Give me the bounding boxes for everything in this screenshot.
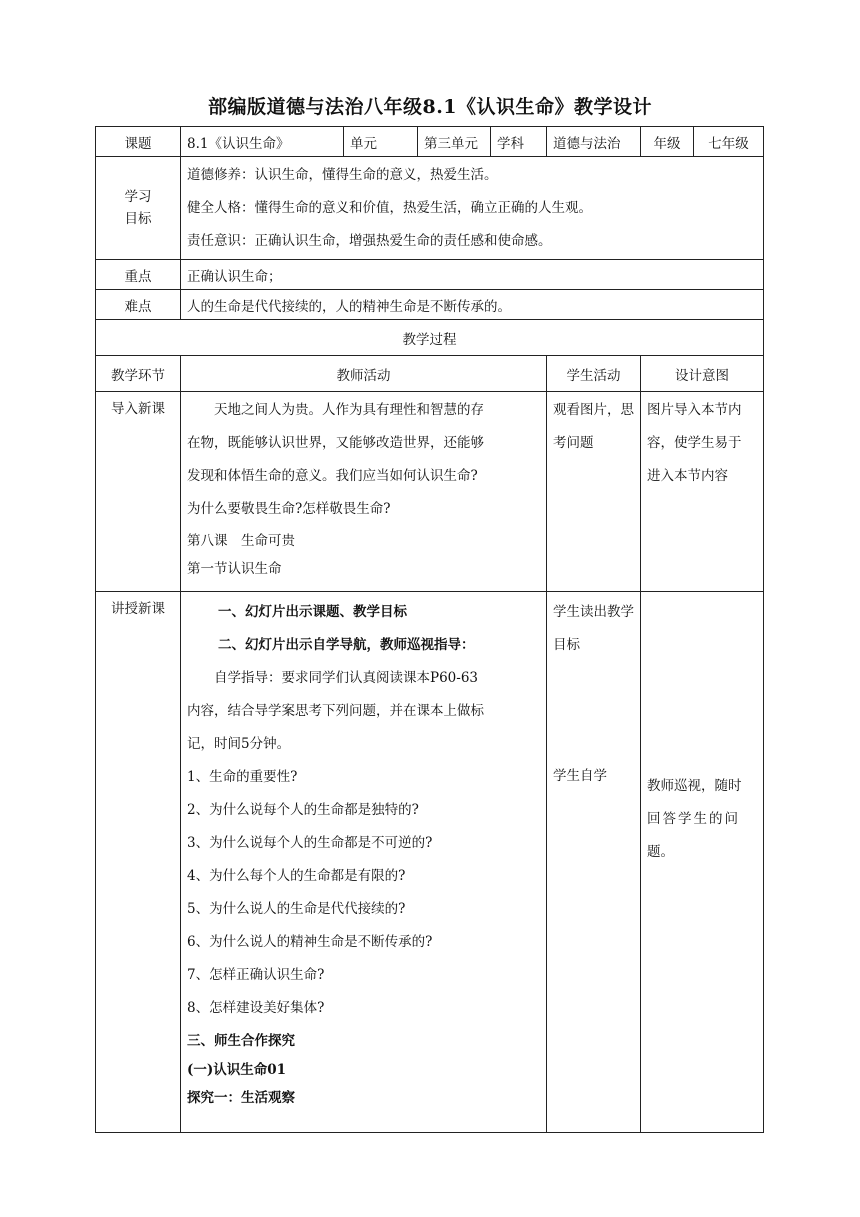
difficulty-value: 人的生命是代代接续的，人的精神生命是不断传承的。 [181, 290, 764, 320]
goal-item: 责任意识：正确认识生命，增强热爱生命的责任感和使命感。 [187, 232, 552, 249]
goal-item: 道德修养：认识生命，懂得生命的意义，热爱生活。 [187, 166, 498, 183]
question-item: 5、为什么说人的生命是代代接续的? [187, 901, 406, 917]
goals-content [181, 157, 764, 260]
guide-line: 自学指导：要求同学们认真阅读课本P60-63 [214, 670, 479, 686]
lecture-intent-line: 回答学生的问 [647, 811, 740, 827]
intro-intent [641, 392, 764, 592]
unit-label: 单元 [344, 127, 418, 157]
lecture-step-1: 一、幻灯片出示课题、教学目标 [218, 604, 407, 620]
intro-text-line: 为什么要敬畏生命?怎样敬畏生命? [187, 501, 391, 517]
key-point-label: 重点 [96, 260, 181, 290]
difficulty-row [96, 290, 764, 320]
process-title: 教学过程 [96, 320, 764, 356]
intro-intent-line: 进入本节内容 [647, 468, 728, 484]
grade-label: 年级 [641, 127, 694, 157]
grade-value: 七年级 [694, 127, 764, 157]
intro-intent-line: 图片导入本节内 [647, 402, 742, 418]
intro-stage [96, 392, 181, 592]
goals-row [96, 157, 764, 260]
lesson-title-line: 第八课 生命可贵 [187, 533, 295, 549]
question-item: 1、生命的重要性? [187, 769, 298, 785]
question-item: 6、为什么说人的精神生命是不断传承的? [187, 934, 433, 950]
col-stage: 教学环节 [96, 356, 181, 392]
section-heading: 三、师生合作探究 [187, 1033, 295, 1049]
key-point-row [96, 260, 764, 290]
question-item: 3、为什么说每个人的生命都是不可逆的? [187, 835, 433, 851]
header-row [96, 127, 764, 157]
lecture-intent [641, 592, 764, 1133]
lecture-student-line: 目标 [553, 637, 580, 653]
lecture-student-self-study: 学生自学 [553, 768, 607, 784]
goals-label-line2: 目标 [124, 211, 152, 227]
intro-row [96, 392, 764, 592]
goals-label [96, 157, 181, 260]
lecture-intent-line: 教师巡视，随时 [647, 778, 742, 794]
intro-student-line: 考问题 [553, 435, 594, 451]
explore-heading: 探究一：生活观察 [187, 1090, 295, 1106]
guide-line: 内容，结合导学案思考下列问题，并在课本上做标 [187, 703, 484, 719]
col-student: 学生活动 [547, 356, 641, 392]
difficulty-label: 难点 [96, 290, 181, 320]
intro-stage-label: 导入新课 [111, 401, 165, 417]
intro-student [547, 392, 641, 592]
guide-line: 记，时间5分钟。 [187, 736, 291, 752]
unit-value: 第三单元 [418, 127, 491, 157]
intro-teacher [181, 392, 547, 592]
intro-text-line: 在物，既能够认识世界，又能够改造世界，还能够 [187, 435, 484, 451]
subject-value: 道德与法治 [547, 127, 641, 157]
process-title-row [96, 320, 764, 356]
lecture-step-2: 二、幻灯片出示自学导航，教师巡视指导： [218, 637, 475, 653]
question-item: 2、为什么说每个人的生命都是独特的? [187, 802, 419, 818]
course-label: 课题 [96, 127, 181, 157]
lecture-row [96, 592, 764, 1133]
goals-label-line1: 学习 [124, 189, 152, 205]
question-item: 8、怎样建设美好集体? [187, 1000, 325, 1016]
col-teacher: 教师活动 [181, 356, 547, 392]
course-value: 8.1《认识生命》 [181, 127, 344, 157]
intro-student-line: 观看图片，思 [553, 402, 634, 418]
intro-intent-line: 容，使学生易于 [647, 435, 742, 451]
goal-item: 健全人格：懂得生命的意义和价值，热爱生活，确立正确的人生观。 [187, 199, 592, 216]
lecture-intent-line: 题。 [647, 844, 674, 860]
lecture-student-line: 学生读出教学 [553, 604, 634, 620]
col-intent: 设计意图 [641, 356, 764, 392]
intro-text-line: 天地之间人为贵。人作为具有理性和智慧的存 [214, 402, 484, 418]
subsection-heading: (一)认识生命01 [187, 1062, 287, 1078]
section-title-line: 第一节认识生命 [187, 561, 282, 577]
lecture-teacher [181, 592, 547, 1133]
key-point-value: 正确认识生命； [181, 260, 764, 290]
intro-text-line: 发现和体悟生命的意义。我们应当如何认识生命? [187, 468, 478, 484]
lesson-plan-table [95, 126, 764, 1133]
lecture-student [547, 592, 641, 1133]
lecture-stage [96, 592, 181, 1133]
column-header-row [96, 356, 764, 392]
subject-label: 学科 [491, 127, 547, 157]
lecture-stage-label: 讲授新课 [111, 601, 165, 617]
document-title: 部编版道德与法治八年级8.1《认识生命》教学设计 [207, 96, 653, 118]
question-item: 4、为什么每个人的生命都是有限的? [187, 868, 406, 884]
question-item: 7、怎样正确认识生命? [187, 967, 325, 983]
